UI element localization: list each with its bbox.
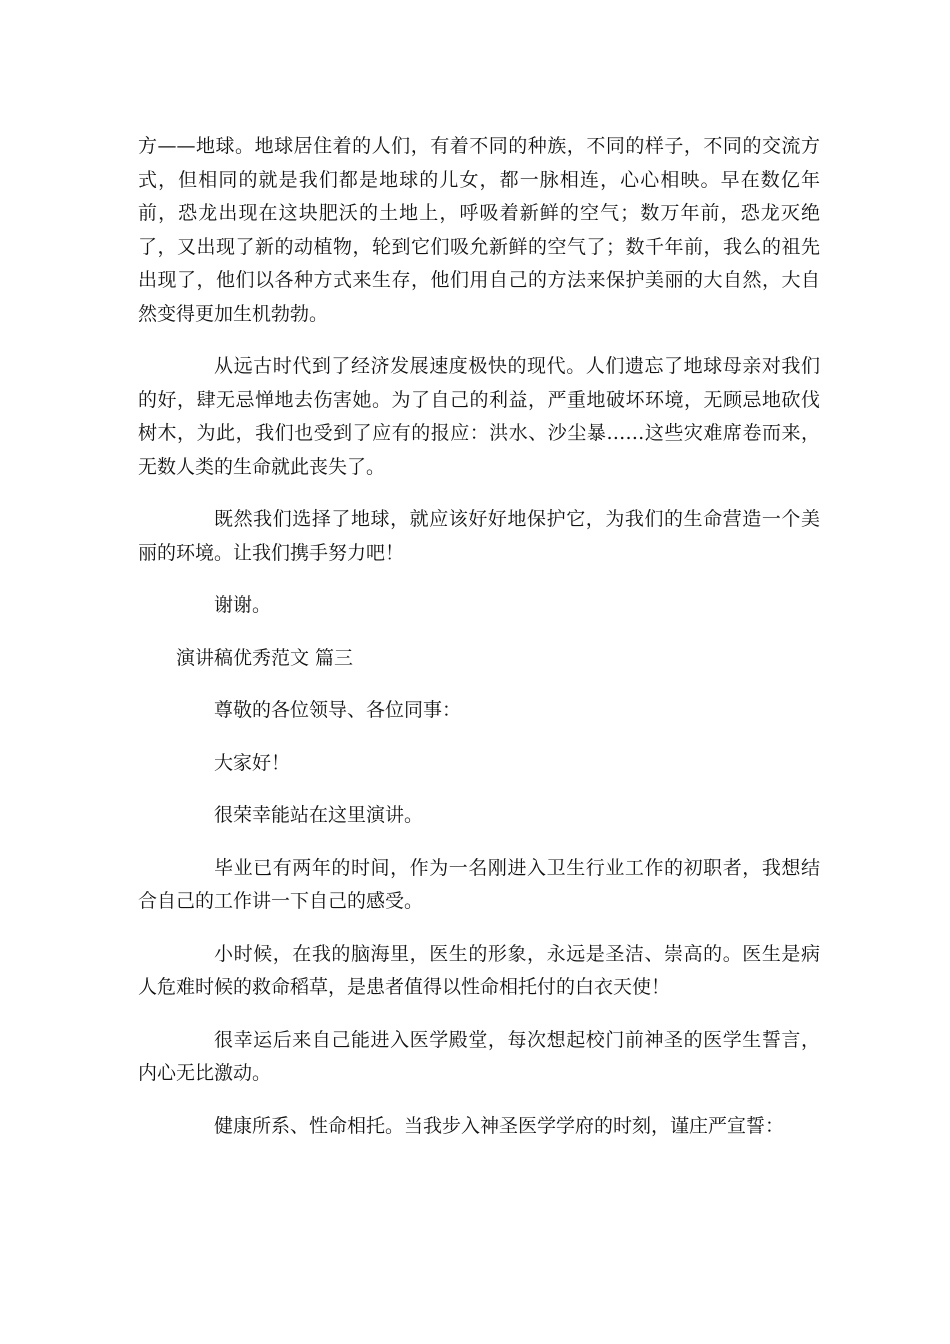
paragraph-modern-damage: 从远古时代到了经济发展速度极快的现代。人们遗忘了地球母亲对我们的好，肆无忌惮地去伤害她。为了自己的利益，严重地破坏环境，无顾忌地砍伐树木，为此，我们也受到了应有的报应：洪水、沙尘暴……这些灾难席卷而来，无数人类的生命就此丧失了。	[138, 355, 820, 478]
paragraph-graduation: 毕业已有两年的时间，作为一名刚进入卫生行业工作的初职者，我想结合自己的工作讲一下自己的感受。	[138, 856, 820, 912]
paragraph-honor: 很荣幸能站在这里演讲。	[214, 804, 424, 826]
paragraph-medical-school: 很幸运后来自己能进入医学殿堂，每次想起校门前神圣的医学生誓言，内心无比激动。	[138, 1028, 820, 1084]
paragraph-childhood: 小时候，在我的脑海里，医生的形象，永远是圣洁、崇高的。医生是病人危难时候的救命稻草，是患者值得以性命相托付的白衣天使！	[138, 942, 820, 998]
paragraph-salutation: 尊敬的各位领导、各位同事：	[214, 699, 462, 721]
paragraph-protect-earth: 既然我们选择了地球，就应该好好地保护它，为我们的生命营造一个美丽的环境。让我们携手努力吧！	[138, 508, 820, 564]
section-heading: 演讲稿优秀范文 篇三	[176, 646, 354, 669]
paragraph-greeting: 大家好！	[214, 751, 291, 774]
paragraph-earth-history: 方——地球。地球居住着的人们，有着不同的种族，不同的样子，不同的交流方式，但相同的就是我们都是地球的儿女，都一脉相连，心心相映。早在数亿年前，恐龙出现在这块肥沃的土地上，呼吸着新鲜的空气；数万年前，恐龙灭绝了，又出现了新的动植物，轮到它们吸允新鲜的空气了；数千年前，我么的祖先出现了，他们以各种方式来生存，他们用自己的方法来保护美丽的大自然，大自然变得更加生机勃勃。	[138, 135, 820, 325]
paragraph-thanks: 谢谢。	[214, 594, 272, 616]
document-body	[138, 130, 820, 1162]
paragraph-oath: 健康所系、性命相托。当我步入神圣医学学府的时刻，谨庄严宣誓：	[214, 1114, 785, 1137]
